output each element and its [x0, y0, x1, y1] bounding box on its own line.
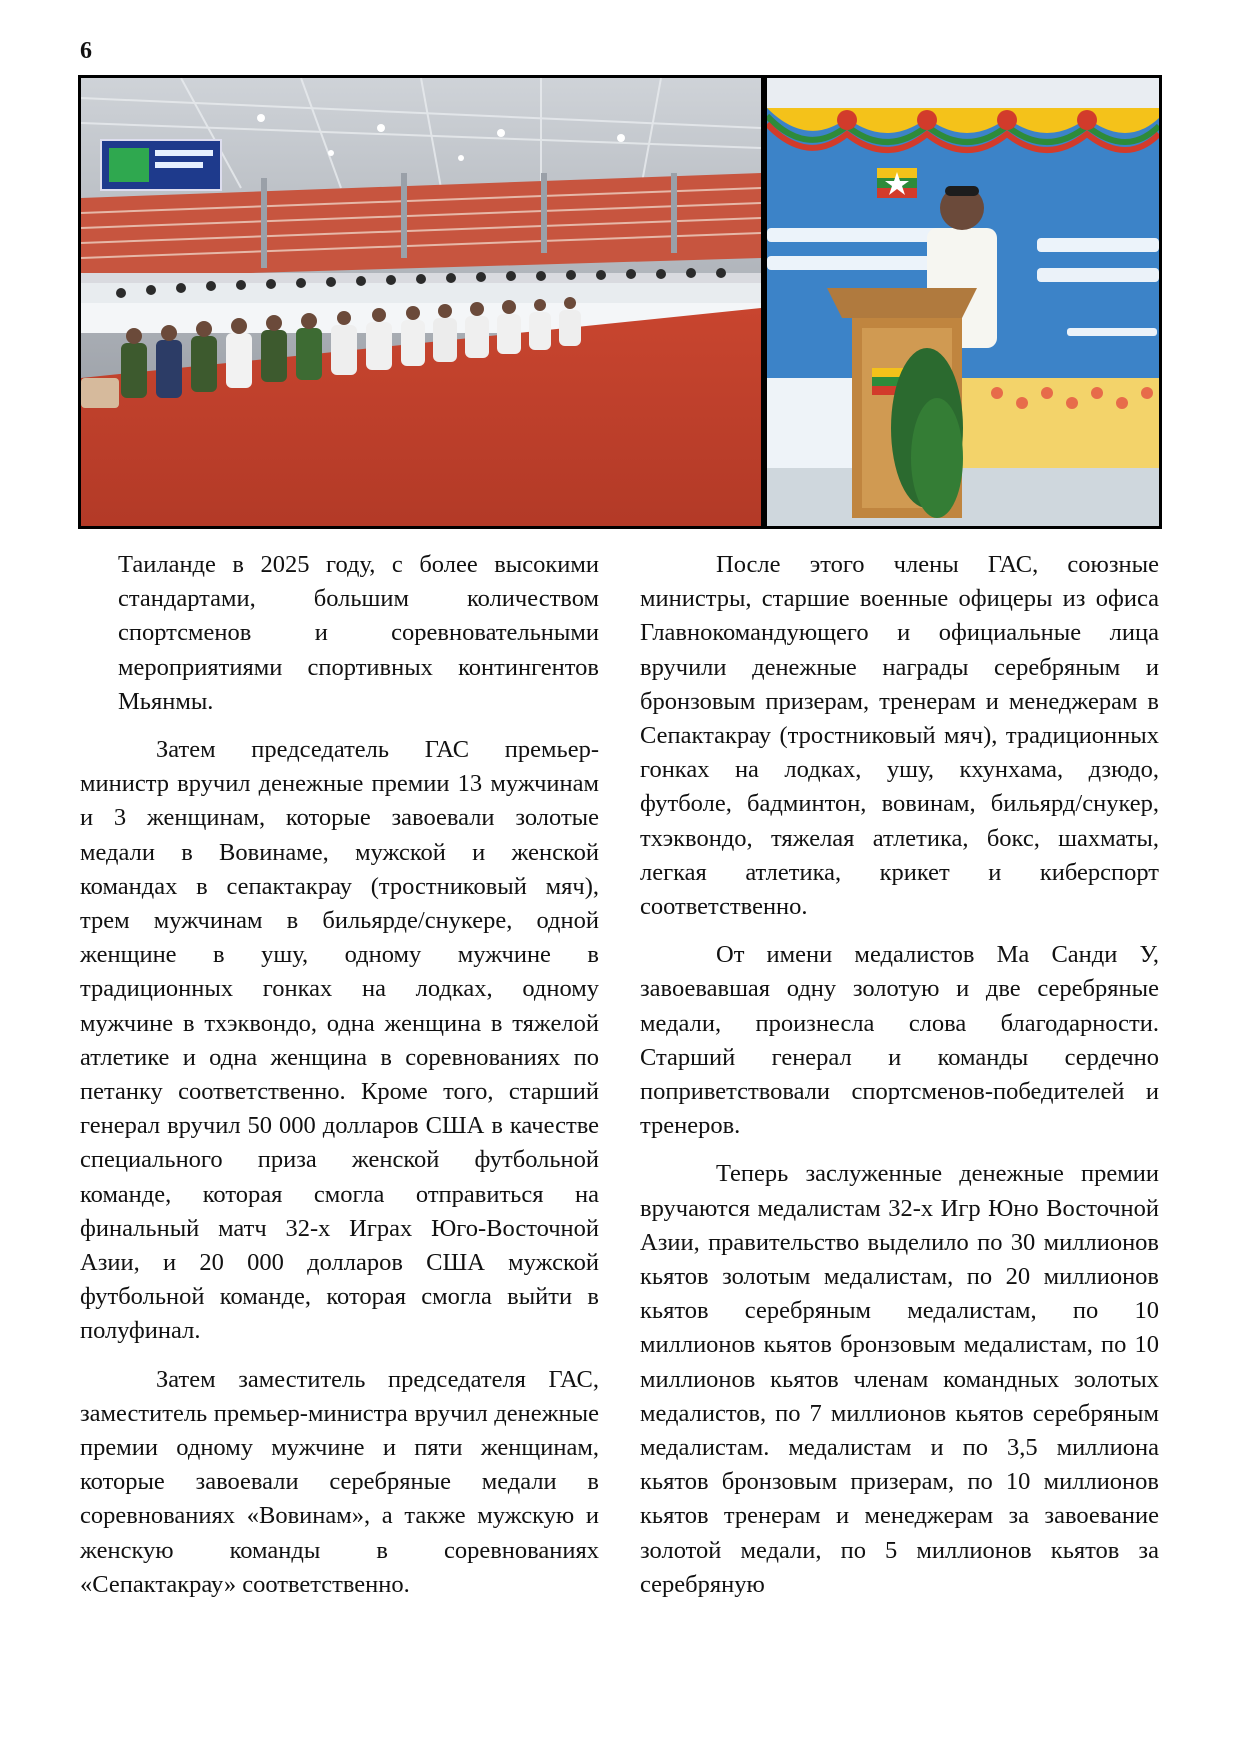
- right-text-column: [640, 548, 1159, 1616]
- paragraph-silver-bronze-awards: После этого члены ГАС, союзные министры, старшие военные офицеры из офиса Главнокомандующего и официальные лица вручили денежные награды серебряным и бронзовым призерам, тренерам и менеджерам в Сепактакрау (тростниковый мяч), традиционных гонках на лодках, ушу, кхунхама, дзюдо, футболе, бадминтон, вовинам, бильярд/снукер, тхэквондо, тяжелая атлетика, бокс, шахматы, легкая атлетика, крикет и киберспорт соответственно.: [640, 551, 1159, 921]
- left-text-column: [80, 548, 599, 1616]
- paragraph-continuation: Таиланде в 2025 году, с более высокими стандартами, большим количеством спортсменов и соревновательными мероприятиями спортивных контингентов Мьянмы.: [118, 551, 599, 715]
- paragraph-medalist-thanks: От имени медалистов Ма Санди У, завоевавшая одну золотую и две серебряные медали, произнесла слова благодарности. Старший генерал и команды сердечно поприветствовали спортсменов-победителей и тренеров.: [640, 941, 1159, 1140]
- photo-strip: [78, 75, 1162, 529]
- paragraph-gold-medal-awards: Затем председатель ГАС премьер-министр вручил денежные премии 13 мужчинам и 3 женщинам, которые завоевали золотые медали в Вовинаме, мужской и женской командах в сепактакрау (тростниковый мяч), трем мужчинам в бильярде/снукере, одной женщине в ушу, одному мужчине в традиционных гонках на лодках, одному мужчине в тхэквондо, одна женщина в тяжелой атлетике и одна женщина в соревнованиях по петанку соответственно. Кроме того, старший генерал вручил 50 000 долларов США в качестве специального приза женской футбольной команде, которая смогла отправиться на финальный матч 32-х Играх Юго-Восточной Азии, и 20 000 долларов США мужской футбольной команде, которая смогла выйти в полуфинал.: [80, 736, 599, 1345]
- page-number: 6: [80, 38, 92, 64]
- paragraph-silver-medal-awards: Затем заместитель председателя ГАС, заместитель премьер-министра вручил денежные премии одному мужчине и пяти женщинам, которые завоевали серебряные медали в соревнованиях «Вовинам», а также мужскую и женскую команды в соревнованиях «Сепактакрау» соответственно.: [80, 1365, 599, 1598]
- speaker-podium-illustration: [767, 78, 1159, 526]
- arena-ceremony-illustration: [81, 78, 761, 526]
- paragraph-cash-prize-amounts: Теперь заслуженные денежные премии вручаются медалистам 32-х Игр Юно Восточной Азии, правительство выделило по 30 миллионов кьятов золотым медалистам, по 20 миллионов кьятов серебряным медалистам, по 10 миллионов кьятов бронзовым медалистам, по 10 миллионов кьятов членам командных золотых медалистов, по 7 миллионов кьятов серебряным медалистам. медалистам и по 3,5 миллиона кьятов бронзовым призерам, по 10 миллионов кьятов тренерам и менеджерам за завоевание золотой медали, по 5 миллионов кьятов за серебряную: [640, 1160, 1159, 1598]
- arena-ceremony-photo: [81, 78, 761, 526]
- speaker-podium-photo: [767, 78, 1159, 526]
